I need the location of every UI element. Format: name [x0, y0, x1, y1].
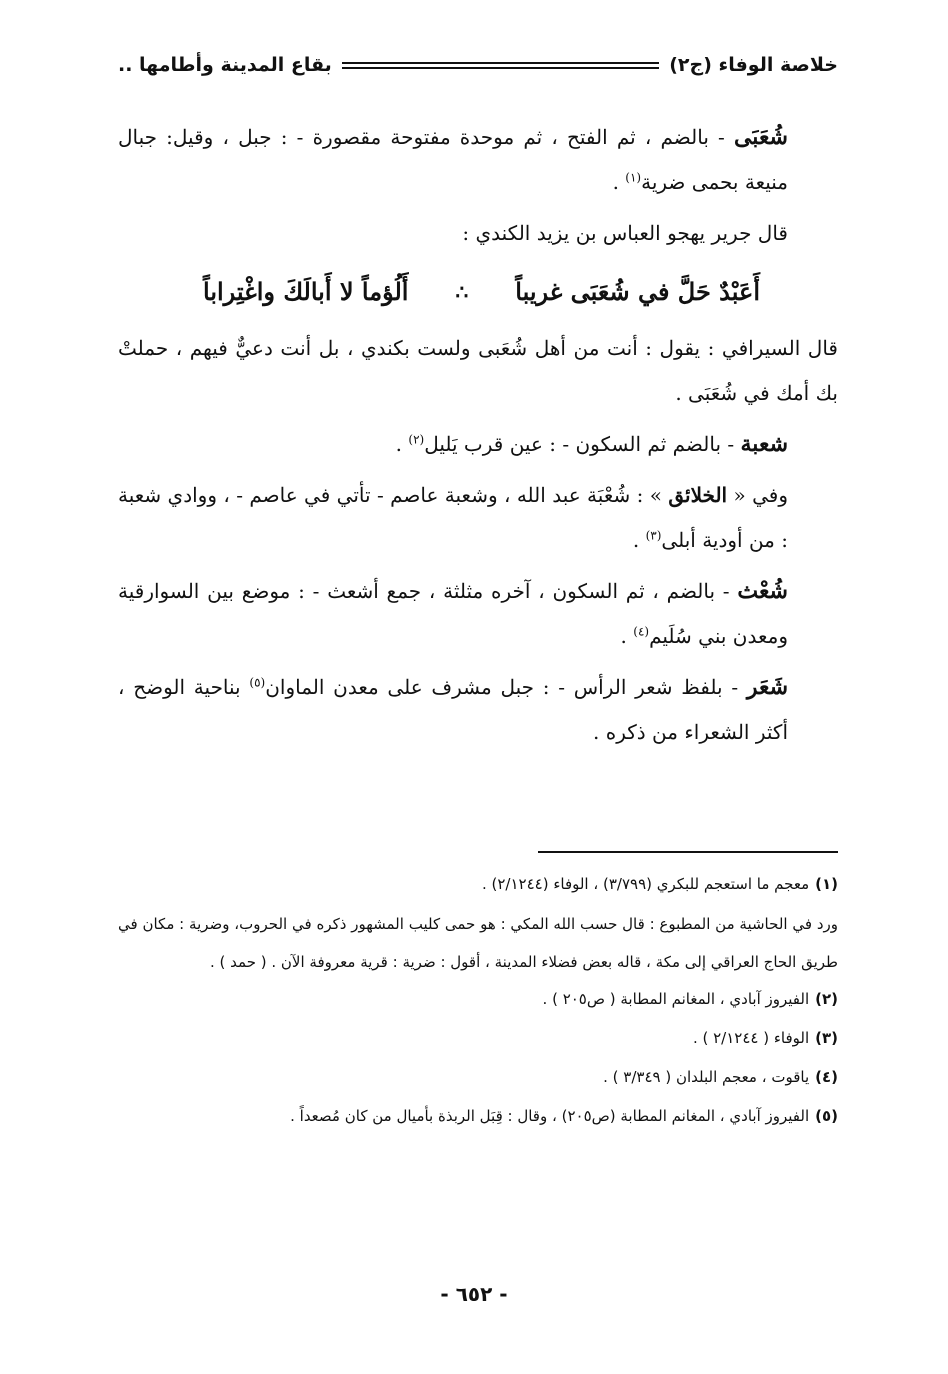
- footnote-continuation-text: ورد في الحاشية من المطبوع : قال حسب الله المكي : هو حمى كليب المشهور ذكره في الحروب، وضرية : مكان في طريق الحاج العراقي إلى مكة ، قاله بعض فضلاء المدينة ، أقول : ضرية : قرية معروفة الآن . ( حمد ) .: [118, 915, 838, 971]
- entry-text: » : شُعْبَة عبد الله ، وشعبة عاصم - تأتي في عاصم - ، ووادي شعبة : من أودية أبلى: [118, 483, 788, 552]
- section-title: بقاع المدينة وأطامها ..: [118, 54, 332, 76]
- footnote-number: (١): [815, 875, 838, 893]
- footnote-ref: (٥): [249, 675, 266, 690]
- entry-tail: .: [395, 432, 409, 456]
- poem-verse: [118, 262, 838, 322]
- entry-shuaba: [118, 115, 838, 205]
- footnote-number: (٣): [815, 1029, 838, 1047]
- header-rule: [342, 62, 659, 69]
- main-text: [118, 115, 838, 761]
- footnote-3: [118, 1020, 838, 1057]
- headword: شُعَبَى: [733, 124, 788, 150]
- entry-khalaiq: [118, 473, 838, 563]
- footnote-4: [118, 1059, 838, 1096]
- footnote-ref: (٣): [645, 528, 662, 543]
- running-header: [118, 48, 838, 82]
- book-title: خلاصة الوفاء (ج٢): [669, 54, 838, 76]
- footnote-text: الفيروز آبادي ، المغانم المطابة ( ص٢٠٥ ) .: [542, 990, 810, 1008]
- verse-second-hemistich: أَلُؤماً لا أَبالَكَ واغْتِراباً: [203, 277, 409, 306]
- entry-shuba: [118, 422, 838, 467]
- verse-separator: ∴: [455, 280, 469, 304]
- footnote-1: [118, 866, 838, 903]
- entry-text: - بالضم ، ثم السكون ، آخره مثلثة ، جمع أشعث - : موضع بين السوارقية ومعدن بني سُلَيم: [118, 579, 788, 648]
- poem-intro: [118, 211, 838, 256]
- commentary-sirafi: [118, 326, 838, 416]
- footnote-1-continuation: [118, 905, 838, 981]
- page-number: - ٦٥٢ -: [440, 1282, 508, 1306]
- commentary-text: قال السيرافي : يقول : أنت من أهل شُعَبى ولست بكندي ، بل أنت دعيٌّ فيهم ، حملتْ بك أمك في شُعَبَى .: [118, 336, 838, 405]
- footnote-number: (٥): [815, 1107, 838, 1125]
- entry-tail: بناحية الوضح ، أكثر الشعراء من ذكره .: [118, 675, 788, 744]
- entry-tail: .: [620, 624, 634, 648]
- footnote-5: [118, 1098, 838, 1135]
- footnote-rule: [538, 851, 838, 853]
- entry-text: - بالضم ، ثم الفتح ، ثم موحدة مفتوحة مقصورة - : جبل ، وقيل: جبال منيعة بحمى ضرية: [118, 125, 788, 194]
- footnote-number: (٤): [815, 1068, 838, 1086]
- footnote-text: الفيروز آبادي ، المغانم المطابة (ص٢٠٥) ، وقال : قِبَل الربذة بأميال من كان مُصعداً .: [290, 1107, 810, 1125]
- verse-first-hemistich: أَعَبْدٌ حَلَّ في شُعَبَى غريباً: [515, 277, 760, 306]
- entry-tail: .: [612, 170, 626, 194]
- entry-shuth: [118, 569, 838, 659]
- footnotes: [118, 866, 838, 1137]
- headword: شَعَر: [746, 674, 789, 700]
- entry-lead: وفي «: [727, 483, 789, 507]
- headword: شعبة: [740, 431, 788, 457]
- headword: شُعْث: [737, 578, 788, 604]
- footnote-ref: (٢): [408, 432, 425, 447]
- entry-tail: .: [632, 528, 646, 552]
- entry-text: - بلفظ شعر الرأس - : جبل مشرف على معدن الماوان: [265, 675, 747, 699]
- footnote-ref: (١): [625, 170, 642, 185]
- footnote-ref: (٤): [633, 624, 650, 639]
- footnote-text: ياقوت ، معجم البلدان ( ٣/٣٤٩ ) .: [603, 1068, 810, 1086]
- footnote-number: (٢): [815, 990, 838, 1008]
- footnote-2: [118, 981, 838, 1018]
- book-reference: الخلائق: [668, 483, 728, 507]
- entry-text: - بالضم ثم السكون - : عين قرب يَليل: [424, 432, 741, 456]
- footnote-text: الوفاء ( ٢/١٢٤٤ ) .: [692, 1029, 810, 1047]
- entry-shaar: [118, 665, 838, 755]
- footnote-text: معجم ما استعجم للبكري (٣/٧٩٩) ، الوفاء (٢/١٢٤٤) .: [481, 875, 810, 893]
- intro-text: قال جرير يهجو العباس بن يزيد الكندي :: [462, 221, 788, 245]
